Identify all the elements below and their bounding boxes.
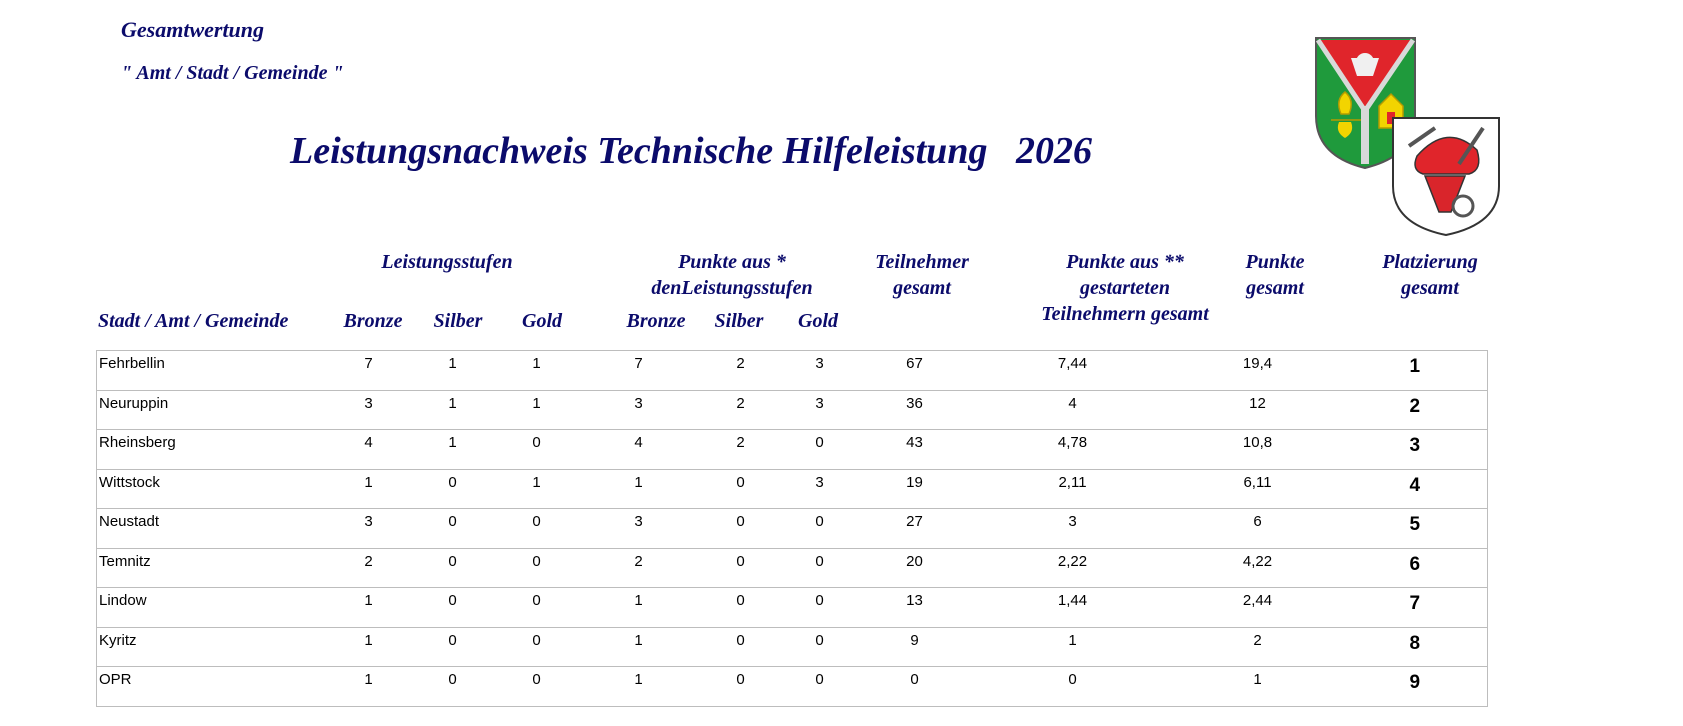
- page-title: Leistungsnachweis Technische Hilfeleistung 2026: [290, 130, 1092, 172]
- cell-platzierung: 4: [1343, 469, 1488, 509]
- cell-platzierung: 5: [1343, 509, 1488, 549]
- cell-bronze: 1: [327, 627, 411, 667]
- cell-bronze: 4: [327, 430, 411, 470]
- cell-punkte-teilnehmer: 1,44: [973, 588, 1173, 628]
- header-platzierung-line1: Platzierung: [1382, 251, 1478, 273]
- cell-punkte-gold: 0: [783, 509, 857, 549]
- header-punkte-stufen-line2: denLeistungsstufen: [651, 277, 813, 299]
- cell-platzierung: 8: [1343, 627, 1488, 667]
- row-name: Fehrbellin: [97, 351, 327, 391]
- header-punkte-gold: Gold: [798, 310, 838, 332]
- header-punkte-teilnehmer-line1: Punkte aus **: [1066, 251, 1184, 273]
- cell-punkte-gesamt: 19,4: [1173, 351, 1343, 391]
- page-heading-gesamtwertung: Gesamtwertung: [121, 17, 265, 42]
- cell-bronze: 3: [327, 509, 411, 549]
- row-name: OPR: [97, 667, 327, 707]
- cell-platzierung: 9: [1343, 667, 1488, 707]
- cell-gold: 0: [495, 667, 579, 707]
- table-row: [97, 627, 1488, 667]
- cell-gold: 1: [495, 351, 579, 391]
- cell-gold: 0: [495, 509, 579, 549]
- cell-punkte-gold: 0: [783, 627, 857, 667]
- cell-punkte-gold: 3: [783, 390, 857, 430]
- cell-punkte-teilnehmer: 7,44: [973, 351, 1173, 391]
- cell-punkte-silber: 2: [699, 430, 783, 470]
- cell-bronze: 7: [327, 351, 411, 391]
- header-leistungsstufen: Leistungsstufen: [381, 251, 513, 273]
- cell-silber: 0: [411, 667, 495, 707]
- cell-teilnehmer: 36: [857, 390, 973, 430]
- cell-silber: 1: [411, 351, 495, 391]
- cell-punkte-gesamt: 1: [1173, 667, 1343, 707]
- header-teilnehmer-line2: gesamt: [893, 277, 951, 299]
- header-bronze: Bronze: [343, 310, 403, 332]
- cell-silber: 0: [411, 509, 495, 549]
- cell-punkte-gold: 0: [783, 667, 857, 707]
- cell-gold: 1: [495, 390, 579, 430]
- cell-punkte-bronze: 3: [579, 509, 699, 549]
- row-name: Neustadt: [97, 509, 327, 549]
- header-silber: Silber: [433, 310, 483, 332]
- cell-teilnehmer: 67: [857, 351, 973, 391]
- header-punkte-stufen-line1: Punkte aus *: [678, 251, 786, 273]
- cell-punkte-gesamt: 10,8: [1173, 430, 1343, 470]
- cell-punkte-gesamt: 12: [1173, 390, 1343, 430]
- cell-punkte-silber: 2: [699, 390, 783, 430]
- header-platzierung-line2: gesamt: [1401, 277, 1459, 299]
- cell-punkte-bronze: 1: [579, 627, 699, 667]
- cell-gold: 1: [495, 469, 579, 509]
- cell-platzierung: 1: [1343, 351, 1488, 391]
- header-punkte-silber: Silber: [714, 310, 764, 332]
- cell-teilnehmer: 20: [857, 548, 973, 588]
- cell-punkte-teilnehmer: 2,11: [973, 469, 1173, 509]
- header-stadt: Stadt / Amt / Gemeinde: [98, 310, 289, 332]
- cell-punkte-bronze: 2: [579, 548, 699, 588]
- cell-silber: 1: [411, 430, 495, 470]
- cell-silber: 0: [411, 627, 495, 667]
- cell-bronze: 1: [327, 588, 411, 628]
- cell-punkte-gesamt: 4,22: [1173, 548, 1343, 588]
- cell-punkte-bronze: 1: [579, 469, 699, 509]
- cell-silber: 0: [411, 469, 495, 509]
- cell-punkte-gesamt: 2,44: [1173, 588, 1343, 628]
- cell-platzierung: 2: [1343, 390, 1488, 430]
- cell-bronze: 1: [327, 667, 411, 707]
- cell-punkte-silber: 0: [699, 627, 783, 667]
- cell-punkte-bronze: 1: [579, 588, 699, 628]
- results-table: [96, 350, 1487, 707]
- table-row: [97, 390, 1488, 430]
- cell-silber: 1: [411, 390, 495, 430]
- cell-punkte-bronze: 4: [579, 430, 699, 470]
- cell-punkte-bronze: 7: [579, 351, 699, 391]
- cell-punkte-gold: 0: [783, 548, 857, 588]
- cell-punkte-teilnehmer: 4,78: [973, 430, 1173, 470]
- header-punkte-bronze: Bronze: [626, 310, 686, 332]
- cell-punkte-bronze: 1: [579, 667, 699, 707]
- row-name: Kyritz: [97, 627, 327, 667]
- cell-punkte-silber: 0: [699, 548, 783, 588]
- cell-platzierung: 6: [1343, 548, 1488, 588]
- cell-punkte-gesamt: 6,11: [1173, 469, 1343, 509]
- cell-punkte-silber: 0: [699, 469, 783, 509]
- cell-punkte-gold: 0: [783, 588, 857, 628]
- table-row: [97, 351, 1488, 391]
- cell-punkte-gold: 0: [783, 430, 857, 470]
- cell-platzierung: 3: [1343, 430, 1488, 470]
- cell-punkte-gold: 3: [783, 351, 857, 391]
- cell-teilnehmer: 19: [857, 469, 973, 509]
- table-row: [97, 469, 1488, 509]
- cell-punkte-bronze: 3: [579, 390, 699, 430]
- cell-teilnehmer: 0: [857, 667, 973, 707]
- page-subheading: " Amt / Stadt / Gemeinde ": [121, 62, 344, 84]
- cell-gold: 0: [495, 627, 579, 667]
- cell-punkte-silber: 0: [699, 509, 783, 549]
- row-name: Neuruppin: [97, 390, 327, 430]
- cell-teilnehmer: 9: [857, 627, 973, 667]
- header-punkte-teilnehmer-line2: gestarteten: [1080, 277, 1170, 299]
- row-name: Rheinsberg: [97, 430, 327, 470]
- cell-punkte-silber: 2: [699, 351, 783, 391]
- cell-silber: 0: [411, 548, 495, 588]
- cell-punkte-teilnehmer: 4: [973, 390, 1173, 430]
- table-row: [97, 548, 1488, 588]
- table-row: [97, 430, 1488, 470]
- cell-punkte-teilnehmer: 1: [973, 627, 1173, 667]
- cell-punkte-teilnehmer: 3: [973, 509, 1173, 549]
- cell-bronze: 3: [327, 390, 411, 430]
- table-row: [97, 667, 1488, 707]
- header-punkte-gesamt-line2: gesamt: [1246, 277, 1304, 299]
- header-gold: Gold: [522, 310, 562, 332]
- cell-punkte-gold: 3: [783, 469, 857, 509]
- cell-punkte-silber: 0: [699, 667, 783, 707]
- cell-gold: 0: [495, 430, 579, 470]
- cell-punkte-teilnehmer: 0: [973, 667, 1173, 707]
- table-row: [97, 588, 1488, 628]
- cell-teilnehmer: 13: [857, 588, 973, 628]
- cell-punkte-gesamt: 2: [1173, 627, 1343, 667]
- cell-bronze: 2: [327, 548, 411, 588]
- cell-gold: 0: [495, 588, 579, 628]
- cell-platzierung: 7: [1343, 588, 1488, 628]
- table-row: [97, 509, 1488, 549]
- cell-teilnehmer: 27: [857, 509, 973, 549]
- district-coat-of-arms-icon: [1313, 36, 1503, 236]
- cell-gold: 0: [495, 548, 579, 588]
- header-punkte-teilnehmer-line3: Teilnehmern gesamt: [1041, 303, 1209, 325]
- header-punkte-gesamt-line1: Punkte: [1245, 251, 1305, 273]
- cell-bronze: 1: [327, 469, 411, 509]
- row-name: Lindow: [97, 588, 327, 628]
- header-teilnehmer-line1: Teilnehmer: [875, 251, 969, 273]
- row-name: Temnitz: [97, 548, 327, 588]
- cell-punkte-teilnehmer: 2,22: [973, 548, 1173, 588]
- cell-teilnehmer: 43: [857, 430, 973, 470]
- logo-group: [1313, 36, 1503, 236]
- cell-punkte-gesamt: 6: [1173, 509, 1343, 549]
- cell-punkte-silber: 0: [699, 588, 783, 628]
- row-name: Wittstock: [97, 469, 327, 509]
- cell-silber: 0: [411, 588, 495, 628]
